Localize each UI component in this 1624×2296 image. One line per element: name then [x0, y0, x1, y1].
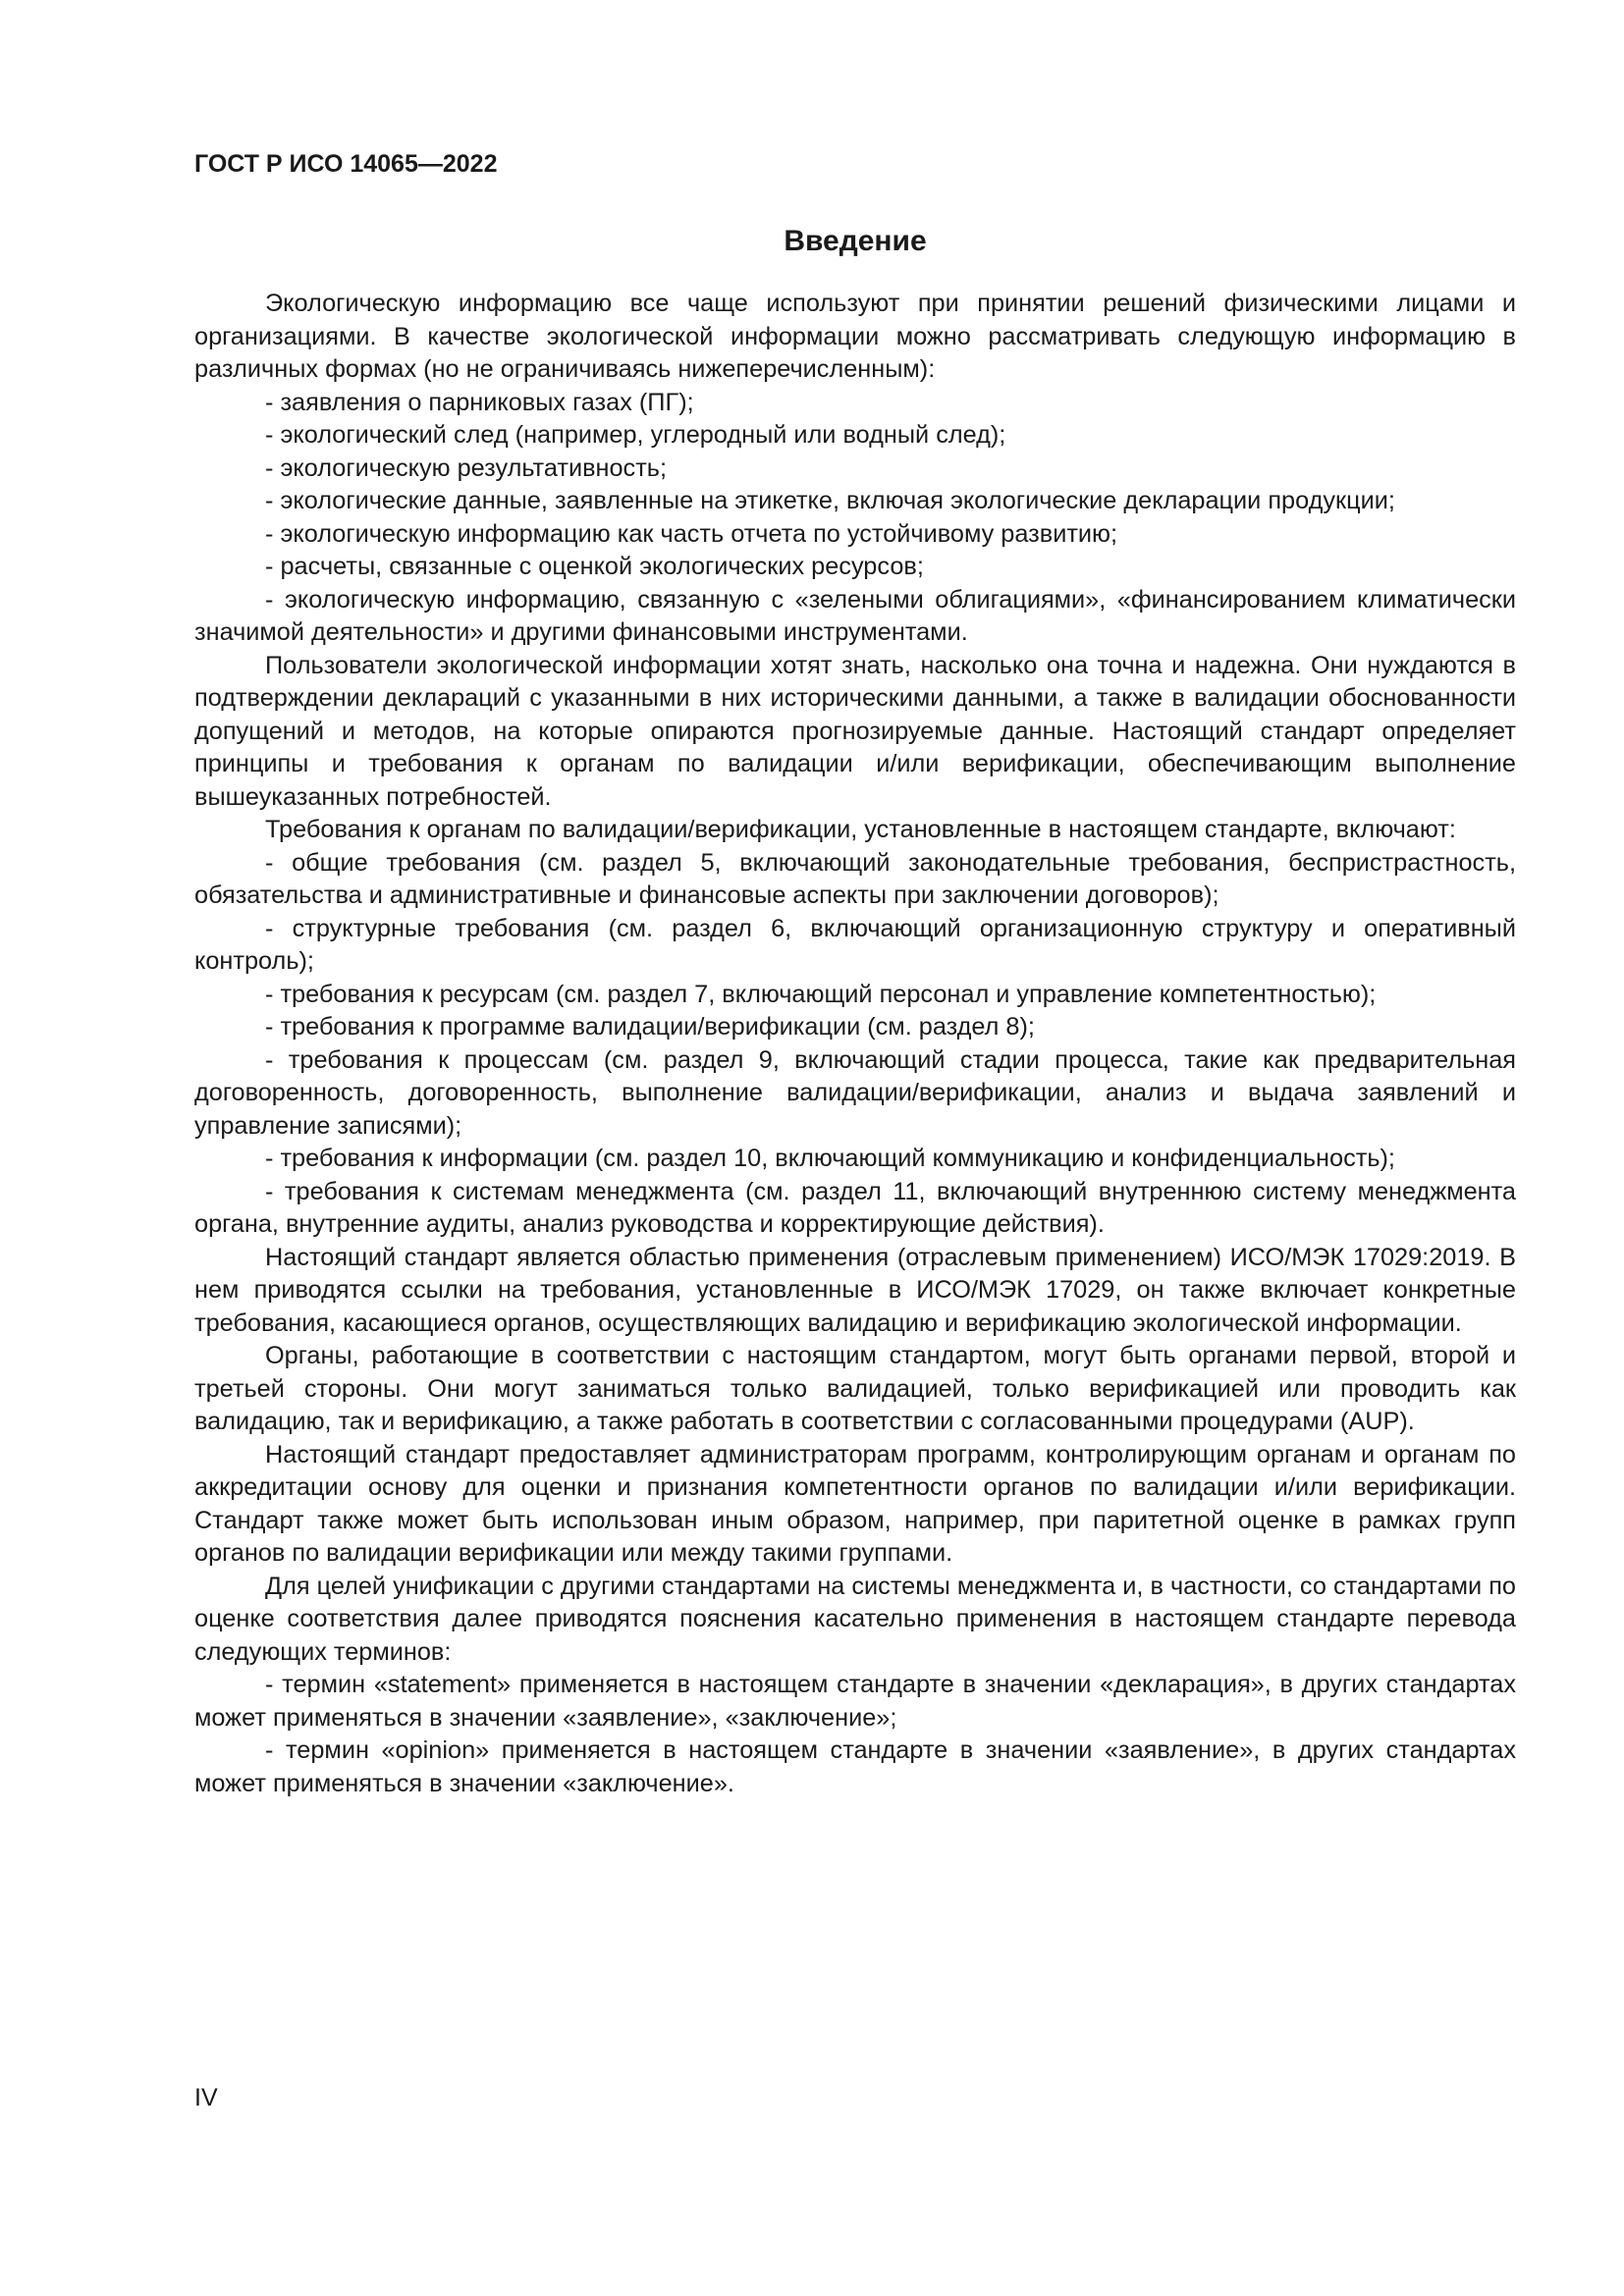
paragraph: Органы, работающие в соответствии с настоящим стандартом, могут быть органами первой, второй и третьей стороны. Они могут заниматься только валидацией, только верификацией или проводить как валидацию, так и верификацию, а также работать в соответствии с согласованными процедурами (AUP). [194, 1342, 1516, 1435]
list-item: - заявления о парниковых газах (ПГ); [265, 388, 694, 416]
paragraph: Требования к органам по валидации/верификации, установленные в настоящем стандарте, включают: [265, 816, 1456, 843]
list-item: - структурные требования (см. раздел 6, включающий организационную структуру и оперативный контроль); [194, 914, 1516, 975]
list-item: - термин «opinion» применяется в настоящем стандарте в значении «заявление», в других стандартах может применяться в значении «заключение». [194, 1736, 1516, 1797]
list-item: - экологическую информацию, связанную с «зелеными облигациями», «финансированием климатически значимой деятельности» и другими финансовыми инструментами. [194, 585, 1516, 646]
list-item: - требования к системам менеджмента (см. раздел 11, включающий внутреннюю систему менеджмента органа, внутренние аудиты, анализ руководства и корректирующие действия). [194, 1177, 1516, 1238]
list-item: - экологическую результативность; [265, 454, 667, 482]
list-item: - требования к программе валидации/верификации (см. раздел 8); [265, 1013, 1035, 1041]
paragraph: Пользователи экологической информации хотят знать, насколько она точна и надежна. Они нуждаются в подтверждении деклараций с указанными в них историческими данными, а также в валидации обоснованности допущений и методов, на которые опираются прогнозируемые данные. Настоящий стандарт определяет принципы и требования к органам по валидации и/или верификации, обеспечивающим выполнение вышеуказанных потребностей. [194, 651, 1516, 811]
paragraph: Для целей унификации с другими стандартами на системы менеджмента и, в частности, со стандартами по оценке соответствия далее приводятся пояснения касательно применения в настоящем стандарте перевода следующих терминов: [194, 1572, 1516, 1666]
list-item: - экологическую информацию как часть отчета по устойчивому развитию; [265, 519, 1118, 548]
list-item: - термин «statement» применяется в настоящем стандарте в значении «декларация», в других стандартах может применяться в значении «заявление», «заключение»; [194, 1671, 1516, 1732]
standard-header: ГОСТ Р ИСО 14065—2022 [194, 150, 498, 178]
list-item: - расчеты, связанные с оценкой экологических ресурсов; [265, 553, 924, 580]
list-item: - экологический след (например, углеродный или водный след); [265, 421, 1006, 449]
section-title: Введение [784, 225, 927, 257]
paragraph: Экологическую информацию все чаще используют при принятии решений физическими лицами и организациями. В качестве экологической информации можно рассматривать следующую информацию в различных формах (но не ограничиваясь нижеперечисленным): [194, 290, 1516, 383]
paragraph: Настоящий стандарт является областью применения (отраслевым применением) ИСО/МЭК 17029:2019. В нем приводятся ссылки на требования, установленные в ИСО/МЭК 17029, он также включает конкретные требования, касающиеся органов, осуществляющих валидацию и верификацию экологической информации. [194, 1243, 1516, 1337]
introduction-body [194, 288, 1516, 1800]
list-item: - требования к информации (см. раздел 10, включающий коммуникацию и конфиденциальность); [265, 1145, 1395, 1172]
list-item: - требования к процессам (см. раздел 9, включающий стадии процесса, такие как предварительная договоренность, договоренность, выполнение валидации/верификации, анализ и выдача заявлений и управление записями); [194, 1045, 1516, 1140]
page-number: IV [194, 2084, 218, 2111]
list-item: - требования к ресурсам (см. раздел 7, включающий персонал и управление компетентностью); [265, 980, 1377, 1008]
list-item: - общие требования (см. раздел 5, включающий законодательные требования, беспристрастность, обязательства и административные и финансовые аспекты при заключении договоров); [194, 848, 1516, 909]
paragraph: Настоящий стандарт предоставляет администраторам программ, контролирующим органам и органам по аккредитации основу для оценки и признания компетентности органов по валидации и/или верификации. Стандарт также может быть использован иным образом, например, при паритетной оценке в рамках групп органов по валидации верификации или между такими группами. [194, 1440, 1516, 1567]
list-item: - экологические данные, заявленные на этикетке, включая экологические декларации продукции; [265, 487, 1395, 514]
